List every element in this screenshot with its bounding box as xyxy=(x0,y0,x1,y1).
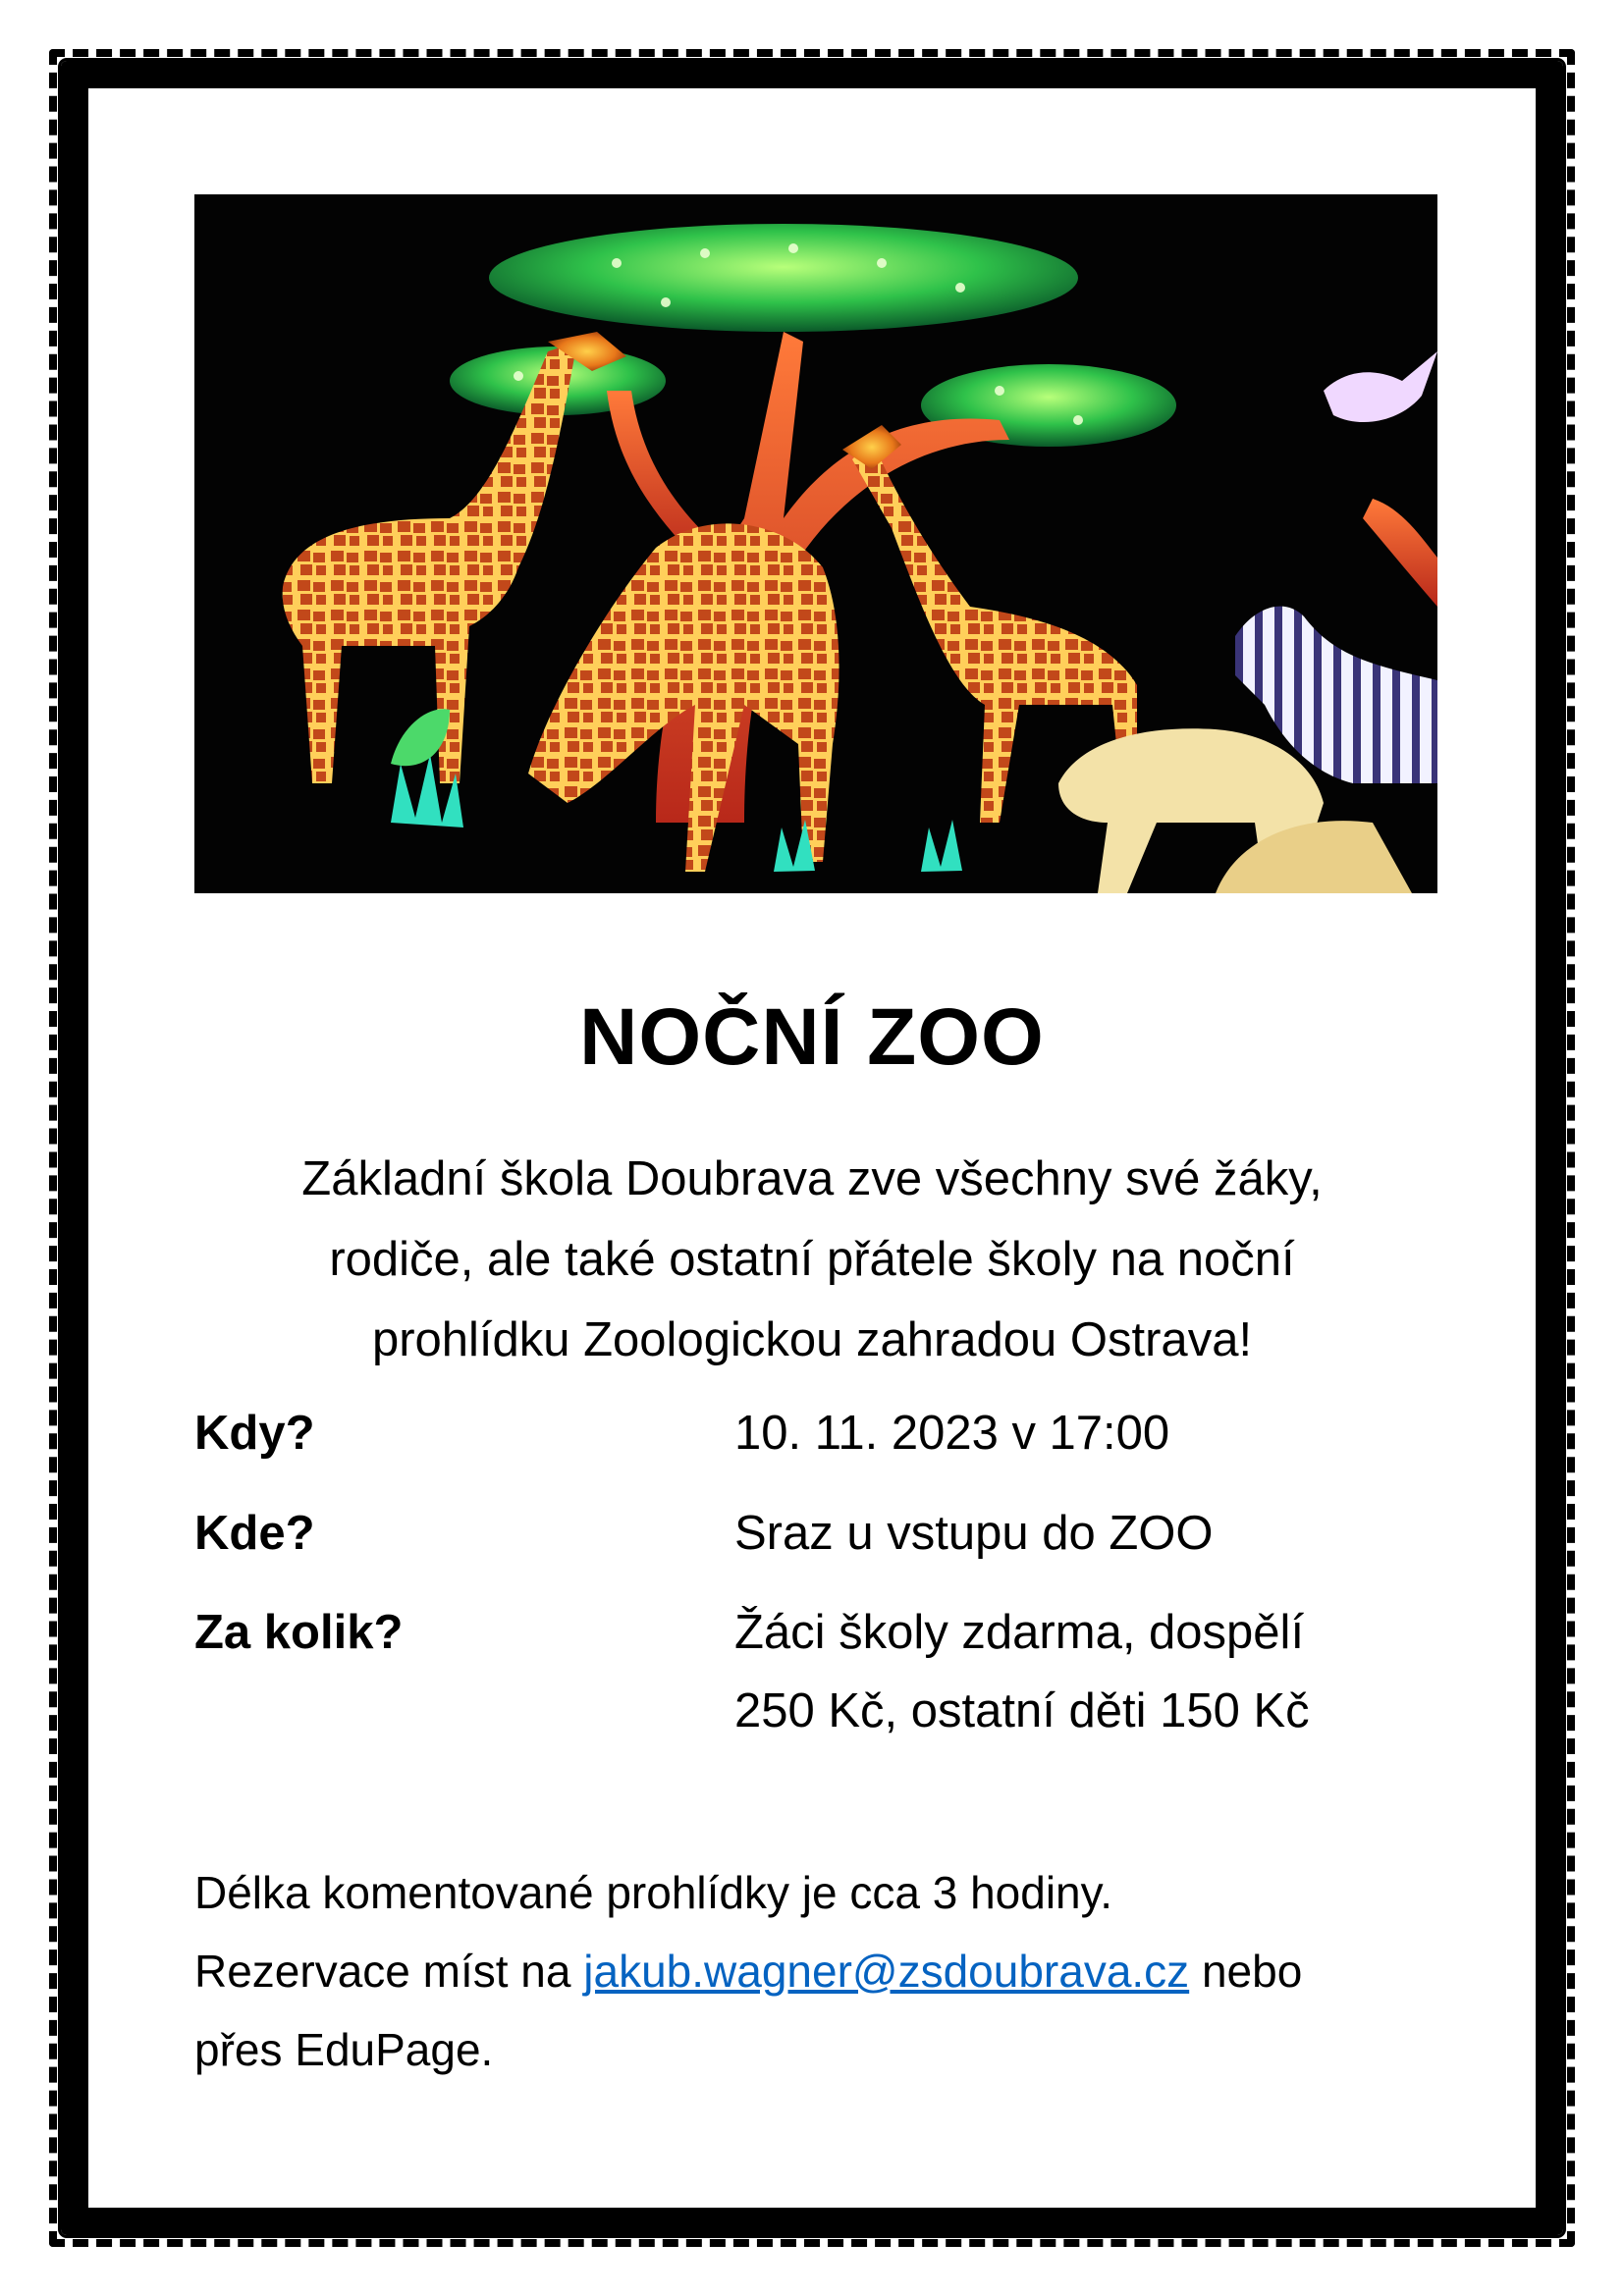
detail-value-when: 10. 11. 2023 v 17:00 xyxy=(734,1407,1170,1460)
footer-reservation xyxy=(194,1932,1432,2010)
illuminated-animals-picture xyxy=(194,194,1437,893)
intro-paragraph xyxy=(216,1139,1408,1380)
hero-image-lantern-animals xyxy=(194,194,1437,893)
intro-line: rodiče, ale také ostatní přátele školy na noční xyxy=(329,1233,1295,1286)
detail-label-where: Kde? xyxy=(194,1507,315,1560)
footer-note xyxy=(194,1853,1432,2089)
footer-edupage: přes EduPage. xyxy=(194,2024,494,2075)
detail-value-price xyxy=(734,1593,1422,1750)
intro-line: Základní škola Doubrava zve všechny své žáky, xyxy=(301,1152,1323,1205)
page-title: NOČNÍ ZOO xyxy=(579,992,1045,1082)
reservation-prefix: Rezervace míst na xyxy=(194,1946,584,1997)
price-line: Žáci školy zdarma, dospělí xyxy=(734,1606,1305,1659)
price-line: 250 Kč, ostatní děti 150 Kč xyxy=(734,1684,1310,1737)
footer-duration: Délka komentované prohlídky je cca 3 hodiny. xyxy=(194,1867,1113,1918)
intro-line: prohlídku Zoologickou zahradou Ostrava! xyxy=(371,1313,1253,1366)
reservation-suffix: nebo xyxy=(1189,1946,1303,1997)
email-link[interactable]: jakub.wagner@zsdoubrava.cz xyxy=(583,1946,1190,1997)
detail-label-when: Kdy? xyxy=(194,1407,315,1460)
detail-value-where: Sraz u vstupu do ZOO xyxy=(734,1507,1214,1560)
detail-label-price: Za kolik? xyxy=(194,1606,404,1659)
